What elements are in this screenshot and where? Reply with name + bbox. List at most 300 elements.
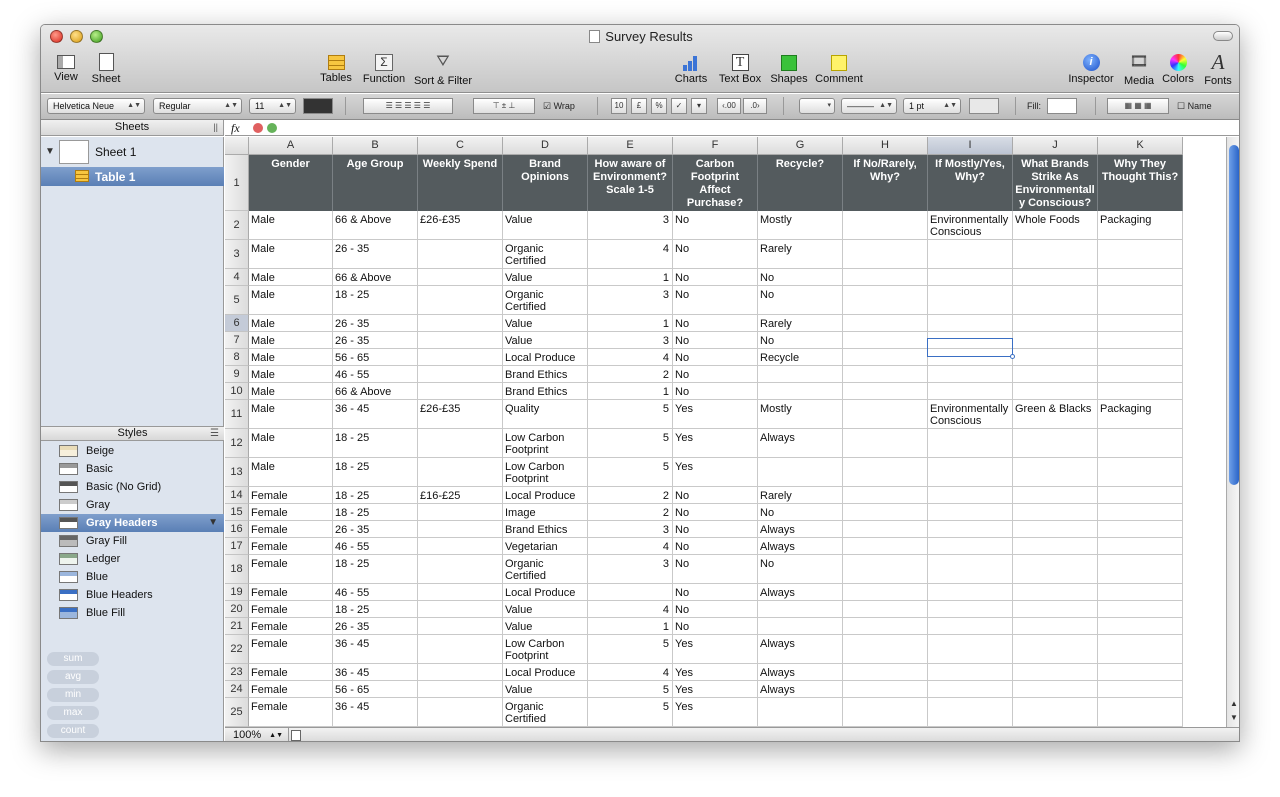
view-button[interactable]: [51, 51, 81, 91]
table-cell[interactable]: [418, 429, 503, 458]
style-item[interactable]: [41, 496, 224, 514]
table-cell[interactable]: 26 - 35: [333, 315, 418, 332]
row-header[interactable]: 19: [225, 584, 249, 601]
table-cell[interactable]: No: [673, 521, 758, 538]
table-cell[interactable]: Female: [249, 618, 333, 635]
table-cell[interactable]: No: [758, 286, 843, 315]
table-cell[interactable]: [1098, 458, 1183, 487]
table-cell[interactable]: 4: [588, 601, 673, 618]
header-cell[interactable]: Why They Thought This?: [1098, 155, 1183, 211]
table-cell[interactable]: Value: [503, 315, 588, 332]
row-header[interactable]: 25: [225, 698, 249, 727]
table-cell[interactable]: Value: [503, 601, 588, 618]
row-header[interactable]: 20: [225, 601, 249, 618]
table-cell[interactable]: Yes: [673, 681, 758, 698]
table-cell[interactable]: [418, 538, 503, 555]
formula-bar[interactable]: [225, 120, 1240, 136]
style-item[interactable]: [41, 550, 224, 568]
toolbar-toggle-button[interactable]: [1213, 31, 1233, 41]
table-cell[interactable]: Always: [758, 429, 843, 458]
column-header-h[interactable]: H: [843, 137, 928, 155]
table-cell[interactable]: Brand Ethics: [503, 383, 588, 400]
table-cell[interactable]: [1013, 521, 1098, 538]
style-item[interactable]: [41, 532, 224, 550]
table-cell[interactable]: Packaging: [1098, 400, 1183, 429]
table-cell[interactable]: [1098, 487, 1183, 504]
stroke-color-well[interactable]: [969, 98, 999, 114]
table-cell[interactable]: [1098, 286, 1183, 315]
table-cell[interactable]: [1013, 504, 1098, 521]
row-header[interactable]: 16: [225, 521, 249, 538]
table-cell[interactable]: [843, 349, 928, 366]
table-cell[interactable]: [843, 504, 928, 521]
table-cell[interactable]: [418, 366, 503, 383]
table-cell[interactable]: Female: [249, 664, 333, 681]
table-cell[interactable]: Local Produce: [503, 664, 588, 681]
table-cell[interactable]: [843, 211, 928, 240]
table-cell[interactable]: 66 & Above: [333, 211, 418, 240]
table-cell[interactable]: [418, 383, 503, 400]
table-cell[interactable]: 5: [588, 635, 673, 664]
table-cell[interactable]: [843, 269, 928, 286]
table-cell[interactable]: [1013, 584, 1098, 601]
table-cell[interactable]: [1098, 601, 1183, 618]
table-cell[interactable]: [928, 487, 1013, 504]
header-cell[interactable]: What Brands Strike As Environmentall y Conscious?: [1013, 155, 1098, 211]
table-cell[interactable]: 1: [588, 269, 673, 286]
font-family-select[interactable]: [47, 98, 145, 114]
table-cell[interactable]: [843, 698, 928, 727]
header-cell[interactable]: Age Group: [333, 155, 418, 211]
table-cell[interactable]: [1098, 332, 1183, 349]
fill-color-well[interactable]: [1047, 98, 1077, 114]
row-header[interactable]: 2: [225, 211, 249, 240]
table-cell[interactable]: Male: [249, 429, 333, 458]
table-cell[interactable]: Recycle: [758, 349, 843, 366]
table-cell[interactable]: [1098, 664, 1183, 681]
table-cell[interactable]: Male: [249, 315, 333, 332]
border-select[interactable]: [799, 98, 835, 114]
table-cell[interactable]: [1098, 521, 1183, 538]
table-cell[interactable]: 46 - 55: [333, 538, 418, 555]
table-cell[interactable]: 18 - 25: [333, 504, 418, 521]
table-cell[interactable]: Organic Certified: [503, 286, 588, 315]
table-cell[interactable]: [928, 584, 1013, 601]
header-cell[interactable]: If No/Rarely, Why?: [843, 155, 928, 211]
table-cell[interactable]: [1098, 618, 1183, 635]
table-cell[interactable]: No: [673, 286, 758, 315]
table-cell[interactable]: Organic Certified: [503, 555, 588, 584]
table-cell[interactable]: 26 - 35: [333, 240, 418, 269]
column-header-d[interactable]: D: [503, 137, 588, 155]
table-cell[interactable]: Value: [503, 618, 588, 635]
table-cell[interactable]: [843, 332, 928, 349]
table-cell[interactable]: Value: [503, 681, 588, 698]
style-item[interactable]: [41, 604, 224, 622]
increase-decimals-button[interactable]: [743, 98, 767, 114]
table-cell[interactable]: No: [673, 366, 758, 383]
table-cell[interactable]: 1: [588, 315, 673, 332]
style-options-icon[interactable]: ▼: [208, 517, 218, 528]
table-cell[interactable]: Environmentally Conscious: [928, 211, 1013, 240]
table-cell[interactable]: Female: [249, 635, 333, 664]
table-cell[interactable]: Value: [503, 211, 588, 240]
table-cell[interactable]: [1013, 349, 1098, 366]
table-cell[interactable]: [843, 601, 928, 618]
table-cell[interactable]: Always: [758, 538, 843, 555]
tables-button[interactable]: [319, 51, 353, 91]
table-cell[interactable]: [758, 698, 843, 727]
table-cell[interactable]: Organic Certified: [503, 698, 588, 727]
table-cell[interactable]: Low Carbon Footprint: [503, 458, 588, 487]
style-item[interactable]: [41, 586, 224, 604]
table-cell[interactable]: [843, 315, 928, 332]
table-cell[interactable]: Environmentally Conscious: [928, 400, 1013, 429]
table-cell[interactable]: 26 - 35: [333, 521, 418, 538]
table-cell[interactable]: [1098, 315, 1183, 332]
table-cell[interactable]: 5: [588, 698, 673, 727]
column-header-j[interactable]: J: [1013, 137, 1098, 155]
table-cell[interactable]: 36 - 45: [333, 635, 418, 664]
column-header-f[interactable]: F: [673, 137, 758, 155]
format-checkbox-button[interactable]: [671, 98, 687, 114]
table-cell[interactable]: [843, 487, 928, 504]
table-cell[interactable]: [1098, 538, 1183, 555]
table-cell[interactable]: [1098, 240, 1183, 269]
table-cell[interactable]: 2: [588, 487, 673, 504]
row-header[interactable]: 5: [225, 286, 249, 315]
column-header-i[interactable]: I: [928, 137, 1013, 155]
alignment-buttons[interactable]: [363, 98, 453, 114]
table-cell[interactable]: [843, 635, 928, 664]
table-cell[interactable]: No: [673, 584, 758, 601]
table-cell[interactable]: Always: [758, 521, 843, 538]
table-cell[interactable]: [1098, 504, 1183, 521]
column-header-e[interactable]: E: [588, 137, 673, 155]
table-cell[interactable]: [928, 538, 1013, 555]
format-percent-button[interactable]: [651, 98, 667, 114]
row-header[interactable]: 13: [225, 458, 249, 487]
table-cell[interactable]: [1098, 383, 1183, 400]
sort-filter-button[interactable]: [413, 51, 473, 91]
table-cell[interactable]: [1098, 269, 1183, 286]
table-cell[interactable]: [1098, 366, 1183, 383]
table-corner-handle[interactable]: [225, 137, 249, 155]
table-cell[interactable]: Female: [249, 487, 333, 504]
table-cell[interactable]: Male: [249, 332, 333, 349]
table-cell[interactable]: Male: [249, 458, 333, 487]
table-cell[interactable]: Value: [503, 269, 588, 286]
sidebar-item-table[interactable]: [41, 167, 224, 186]
table-cell[interactable]: 5: [588, 458, 673, 487]
table-cell[interactable]: [843, 664, 928, 681]
table-cell[interactable]: [418, 618, 503, 635]
table-cell[interactable]: 1: [588, 383, 673, 400]
table-cell[interactable]: Yes: [673, 698, 758, 727]
column-header-a[interactable]: A: [249, 137, 333, 155]
column-header-c[interactable]: C: [418, 137, 503, 155]
table-cell[interactable]: £26-£35: [418, 400, 503, 429]
table-cell[interactable]: [1013, 315, 1098, 332]
table-cell[interactable]: [928, 315, 1013, 332]
table-cell[interactable]: [758, 601, 843, 618]
table-cell[interactable]: Mostly: [758, 211, 843, 240]
table-cell[interactable]: [843, 555, 928, 584]
quick-function-avg[interactable]: avg: [47, 670, 99, 684]
text-box-button[interactable]: [717, 51, 763, 91]
table-cell[interactable]: 46 - 55: [333, 584, 418, 601]
table-cell[interactable]: Female: [249, 504, 333, 521]
table-cell[interactable]: [1013, 487, 1098, 504]
table-cell[interactable]: Female: [249, 681, 333, 698]
table-cell[interactable]: 2: [588, 504, 673, 521]
style-item[interactable]: [41, 442, 224, 460]
table-cell[interactable]: Low Carbon Footprint: [503, 429, 588, 458]
row-header[interactable]: 1: [225, 155, 249, 211]
shapes-button[interactable]: [770, 51, 808, 91]
table-cell[interactable]: Green & Blacks: [1013, 400, 1098, 429]
style-item[interactable]: [41, 514, 224, 532]
table-cell[interactable]: 3: [588, 555, 673, 584]
line-style-select[interactable]: [841, 98, 897, 114]
table-cell[interactable]: [1013, 664, 1098, 681]
table-cell[interactable]: 56 - 65: [333, 349, 418, 366]
table-cell[interactable]: [418, 240, 503, 269]
table-cell[interactable]: [928, 681, 1013, 698]
table-cell[interactable]: No: [673, 601, 758, 618]
table-cell[interactable]: [418, 521, 503, 538]
table-cell[interactable]: [928, 383, 1013, 400]
disclosure-triangle-icon[interactable]: ▼: [45, 146, 55, 157]
quick-function-sum[interactable]: sum: [47, 652, 99, 666]
table-cell[interactable]: 5: [588, 429, 673, 458]
vertical-scrollbar[interactable]: [1226, 137, 1240, 727]
header-cell[interactable]: Weekly Spend: [418, 155, 503, 211]
table-cell[interactable]: Brand Ethics: [503, 521, 588, 538]
table-cell[interactable]: [843, 400, 928, 429]
table-cell[interactable]: Always: [758, 635, 843, 664]
table-cell[interactable]: 66 & Above: [333, 269, 418, 286]
table-cell[interactable]: [418, 315, 503, 332]
row-header[interactable]: 11: [225, 400, 249, 429]
table-cell[interactable]: Rarely: [758, 315, 843, 332]
table-cell[interactable]: Low Carbon Footprint: [503, 635, 588, 664]
header-cell[interactable]: Carbon Footprint Affect Purchase?: [673, 155, 758, 211]
table-cell[interactable]: 66 & Above: [333, 383, 418, 400]
wrap-checkbox[interactable]: [543, 101, 575, 112]
table-cell[interactable]: [1098, 681, 1183, 698]
table-cell[interactable]: [1013, 555, 1098, 584]
table-cell[interactable]: 3: [588, 521, 673, 538]
table-cell[interactable]: Male: [249, 269, 333, 286]
table-cell[interactable]: Male: [249, 211, 333, 240]
charts-button[interactable]: [673, 51, 709, 91]
table-cell[interactable]: 18 - 25: [333, 458, 418, 487]
row-header[interactable]: 21: [225, 618, 249, 635]
table-cell[interactable]: Female: [249, 698, 333, 727]
style-item[interactable]: [41, 460, 224, 478]
table-cell[interactable]: £16-£25: [418, 487, 503, 504]
table-cell[interactable]: [418, 584, 503, 601]
table-cell[interactable]: 5: [588, 681, 673, 698]
table-cell[interactable]: Male: [249, 286, 333, 315]
table-cell[interactable]: 1: [588, 618, 673, 635]
media-button[interactable]: [1123, 51, 1155, 91]
table-cell[interactable]: Yes: [673, 664, 758, 681]
row-header[interactable]: 23: [225, 664, 249, 681]
table-cell[interactable]: Value: [503, 332, 588, 349]
table-cell[interactable]: Male: [249, 240, 333, 269]
row-header[interactable]: 6: [225, 315, 249, 332]
table-cell[interactable]: [843, 429, 928, 458]
table-cell[interactable]: 4: [588, 538, 673, 555]
row-header[interactable]: 15: [225, 504, 249, 521]
table-cell[interactable]: [1098, 429, 1183, 458]
table-cell[interactable]: Yes: [673, 429, 758, 458]
table-cell[interactable]: [1013, 458, 1098, 487]
table-cell[interactable]: 18 - 25: [333, 429, 418, 458]
table-cell[interactable]: [928, 458, 1013, 487]
table-cell[interactable]: [843, 366, 928, 383]
fonts-button[interactable]: [1201, 51, 1235, 91]
table-cell[interactable]: [1013, 618, 1098, 635]
row-header[interactable]: 18: [225, 555, 249, 584]
table-cell[interactable]: [418, 269, 503, 286]
table-cell[interactable]: [843, 383, 928, 400]
table-cell[interactable]: [1013, 269, 1098, 286]
header-cell[interactable]: Gender: [249, 155, 333, 211]
table-cell[interactable]: [843, 458, 928, 487]
table-cell[interactable]: 18 - 25: [333, 487, 418, 504]
table-cell[interactable]: [418, 681, 503, 698]
table-cell[interactable]: 26 - 35: [333, 618, 418, 635]
table-cell[interactable]: 18 - 25: [333, 555, 418, 584]
table-cell[interactable]: [1013, 538, 1098, 555]
header-cell[interactable]: How aware of Environment? Scale 1-5: [588, 155, 673, 211]
quick-function-count[interactable]: count: [47, 724, 99, 738]
table-cell[interactable]: [418, 286, 503, 315]
row-header[interactable]: 24: [225, 681, 249, 698]
table-header-buttons[interactable]: [1107, 98, 1169, 114]
table-cell[interactable]: Male: [249, 383, 333, 400]
row-header[interactable]: 3: [225, 240, 249, 269]
table-cell[interactable]: Rarely: [758, 487, 843, 504]
table-cell[interactable]: No: [673, 269, 758, 286]
header-cell[interactable]: Recycle?: [758, 155, 843, 211]
sidebar-item-sheet[interactable]: [41, 137, 224, 167]
table-cell[interactable]: No: [673, 383, 758, 400]
table-cell[interactable]: [1013, 366, 1098, 383]
table-cell[interactable]: [843, 584, 928, 601]
sheet-button[interactable]: [89, 51, 123, 91]
row-header[interactable]: 4: [225, 269, 249, 286]
table-cell[interactable]: Local Produce: [503, 349, 588, 366]
row-header[interactable]: 12: [225, 429, 249, 458]
format-decimal-button[interactable]: [611, 98, 627, 114]
table-cell[interactable]: [758, 618, 843, 635]
inspector-button[interactable]: [1067, 51, 1115, 91]
table-cell[interactable]: Quality: [503, 400, 588, 429]
table-cell[interactable]: [843, 618, 928, 635]
table-cell[interactable]: [843, 521, 928, 538]
table-cell[interactable]: Whole Foods: [1013, 211, 1098, 240]
table-cell[interactable]: [928, 555, 1013, 584]
font-style-select[interactable]: [153, 98, 242, 114]
table-cell[interactable]: [928, 332, 1013, 349]
table-cell[interactable]: 36 - 45: [333, 698, 418, 727]
table-cell[interactable]: Mostly: [758, 400, 843, 429]
table-cell[interactable]: [928, 618, 1013, 635]
table-cell[interactable]: [928, 664, 1013, 681]
table-cell[interactable]: 3: [588, 211, 673, 240]
zoom-select[interactable]: [225, 728, 289, 742]
table-cell[interactable]: [418, 555, 503, 584]
table-cell[interactable]: No: [758, 504, 843, 521]
table-cell[interactable]: No: [673, 538, 758, 555]
table-cell[interactable]: No: [673, 504, 758, 521]
row-header[interactable]: 22: [225, 635, 249, 664]
table-cell[interactable]: No: [673, 555, 758, 584]
table-cell[interactable]: [928, 349, 1013, 366]
table-cell[interactable]: [843, 286, 928, 315]
column-header-k[interactable]: K: [1098, 137, 1183, 155]
table-cell[interactable]: [418, 601, 503, 618]
table-cell[interactable]: [418, 349, 503, 366]
table-cell[interactable]: 46 - 55: [333, 366, 418, 383]
vertical-align-buttons[interactable]: [473, 98, 535, 114]
table-cell[interactable]: No: [673, 332, 758, 349]
table-cell[interactable]: 18 - 25: [333, 601, 418, 618]
table-cell[interactable]: Female: [249, 601, 333, 618]
style-item[interactable]: [41, 478, 224, 496]
table-cell[interactable]: 2: [588, 366, 673, 383]
table-cell[interactable]: [1013, 601, 1098, 618]
table-cell[interactable]: [928, 429, 1013, 458]
style-item[interactable]: [41, 568, 224, 586]
table-cell[interactable]: [928, 601, 1013, 618]
table-cell[interactable]: [1013, 286, 1098, 315]
colors-button[interactable]: [1161, 51, 1195, 91]
table-cell[interactable]: Yes: [673, 400, 758, 429]
table-cell[interactable]: 5: [588, 400, 673, 429]
row-header[interactable]: 8: [225, 349, 249, 366]
table-cell[interactable]: Packaging: [1098, 211, 1183, 240]
table-cell[interactable]: [928, 240, 1013, 269]
table-cell[interactable]: [758, 366, 843, 383]
table-cell[interactable]: 4: [588, 664, 673, 681]
font-size-select[interactable]: [249, 98, 296, 114]
format-currency-button[interactable]: [631, 98, 647, 114]
table-cell[interactable]: [843, 538, 928, 555]
table-cell[interactable]: [758, 458, 843, 487]
table-cell[interactable]: [1013, 698, 1098, 727]
page-view-icon[interactable]: [291, 730, 301, 741]
table-cell[interactable]: [1098, 349, 1183, 366]
table-cell[interactable]: Yes: [673, 458, 758, 487]
header-cell[interactable]: If Mostly/Yes, Why?: [928, 155, 1013, 211]
table-cell[interactable]: No: [758, 332, 843, 349]
table-cell[interactable]: [418, 332, 503, 349]
decrease-decimals-button[interactable]: [717, 98, 741, 114]
table-cell[interactable]: 26 - 35: [333, 332, 418, 349]
accept-formula-icon[interactable]: [267, 123, 277, 133]
table-cell[interactable]: Female: [249, 521, 333, 538]
table-cell[interactable]: [928, 269, 1013, 286]
table-cell[interactable]: [1098, 635, 1183, 664]
table-cell[interactable]: Female: [249, 584, 333, 601]
scroll-up-icon[interactable]: ▲: [1230, 699, 1238, 708]
row-header[interactable]: 17: [225, 538, 249, 555]
